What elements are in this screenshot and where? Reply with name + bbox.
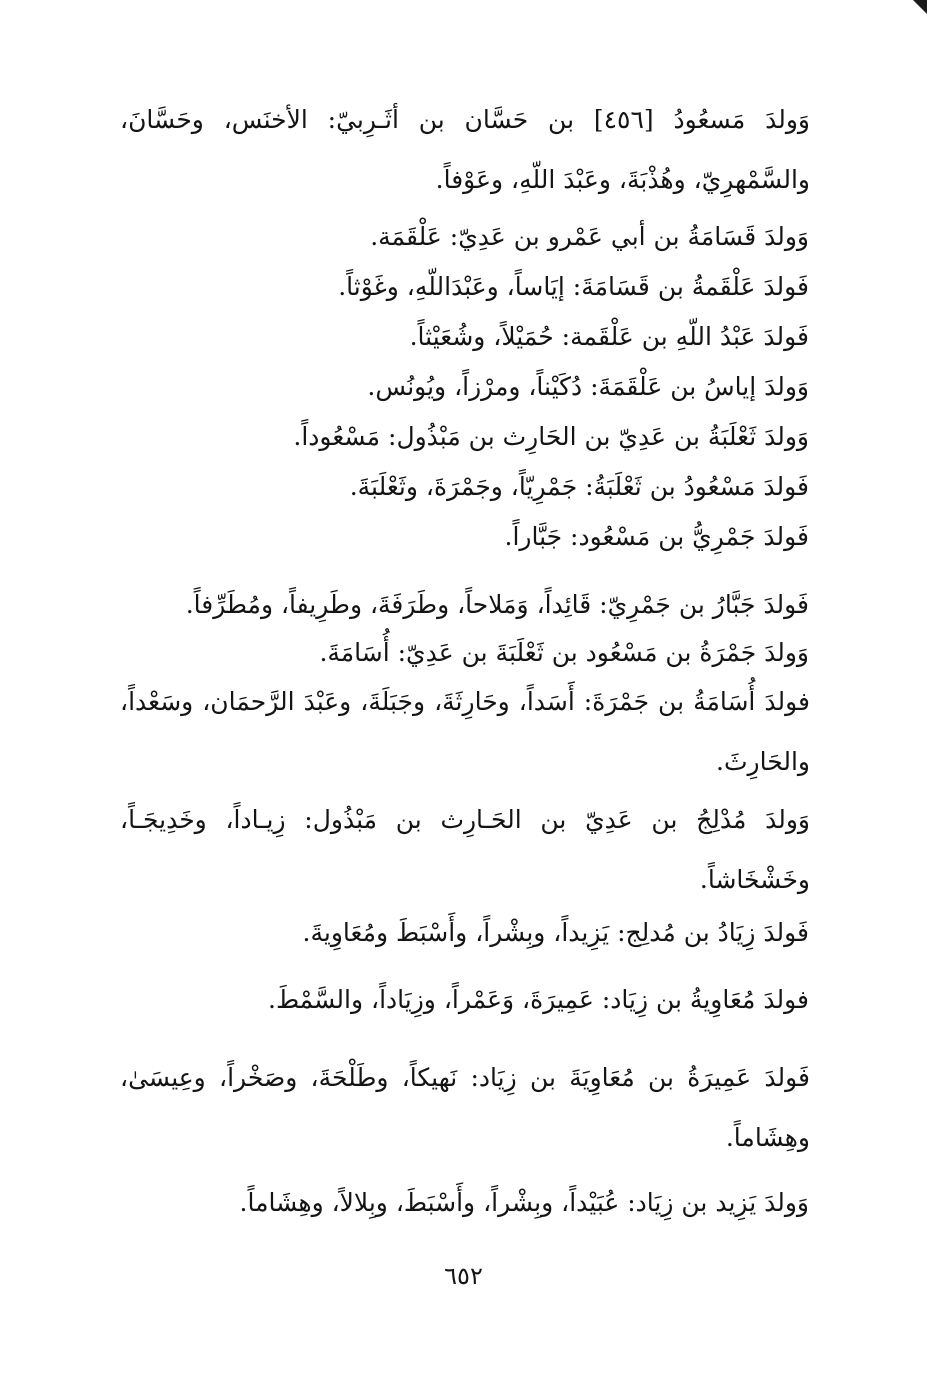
line-16: وَولدَ يَزِيد بن زِيَاد: عُبَيْداً، وبِشْراً، وأَسْبَطَ، وبِلالاً، وهِشَاماً. xyxy=(239,1188,809,1217)
page-number: ٦٥٢ xyxy=(444,1262,483,1290)
paragraph-15: فَولدَ عَمِيرَةُ بن مُعَاوِيَةَ بن زِيَاد: نَهيكاً، وطَلْحَةَ، وصَخْراً، وعِيسَىٰ، وهِشَاماً. xyxy=(120,1063,810,1152)
line-14: فولدَ مُعَاوِيةُ بن زِيَاد: عَمِيرَةَ، وَعَمْراً، وزِيَاداً، والسَّمْطَ. xyxy=(268,985,809,1014)
line-4: فَولدَ عَبْدُ اللّهِ بن عَلْقَمة: حُمَيْلاً، وشُعَيْثاً. xyxy=(409,322,809,351)
line-9: فَولدَ جَبَّارُ بن جَمْرِيّ: قَائِداً، وَمَلاحاً، وطَرَفَةَ، وطَرِيفاً، ومُطَرِّفاً. xyxy=(185,590,809,619)
line-3: فَولدَ عَلْقَمةُ بن قَسَامَةَ: إيَاساً، وعَبْدَاللّهِ، وغَوْثاً. xyxy=(338,272,809,301)
line-2: وَولدَ قَسَامَةُ بن أبي عَمْرو بن عَدِيّ: عَلْقَمَة. xyxy=(370,222,809,251)
line-5: وَولدَ إياسُ بن عَلْقَمَةَ: دُكَيْناً، ومرْزاً، ويُونُس. xyxy=(367,372,809,401)
line-8: فَولدَ جَمْرِيُّ بن مَسْعُود: جَبَّاراً. xyxy=(504,522,809,551)
paragraph-1: وَولدَ مَسعُودُ [٤٥٦] بن حَسَّان بن أثَـرِبيّ: الأخنَس، وحَسَّانَ، والسَّمْهرِيّ، وهُذْبَةَ، وعَبْدَ اللّهِ، وعَوْفاً. xyxy=(120,105,810,194)
page-corner-mark xyxy=(913,0,927,14)
line-6: وَولدَ ثَعْلَبَةُ بن عَدِيّ بن الحَارِث بن مَبْذُول: مَسْعُوداً. xyxy=(293,422,809,451)
line-13: فَولدَ زِيَادُ بن مُدلِج: يَزِيداً، وبِشْراً، وأَسْبَطَ ومُعَاوِيةَ. xyxy=(302,918,809,947)
line-10: وَولدَ جَمْرَةُ بن مَسْعُود بن ثَعْلَبَةَ بن عَدِيّ: أُسَامَةَ. xyxy=(319,638,809,667)
paragraph-11: فولدَ أُسَامَةُ بن جَمْرَةَ: أَسَداً، وحَارِثَةَ، وجَبَلَةَ، وعَبْدَ الرَّحمَان، وسَعْداً، والحَارِثَ. xyxy=(120,687,810,776)
paragraph-12: وَولدَ مُدْلِجُ بن عَدِيّ بن الحَـارِث بن مَبْذُول: زِيـاداً، وخَدِيجَـاً، وخَشْخَاشاً. xyxy=(120,805,810,894)
line-7: فَولدَ مَسْعُودُ بن ثَعْلَبَةُ: جَمْرِيّاً، وجَمْرَةَ، وثَعْلَبَةَ. xyxy=(349,472,809,501)
